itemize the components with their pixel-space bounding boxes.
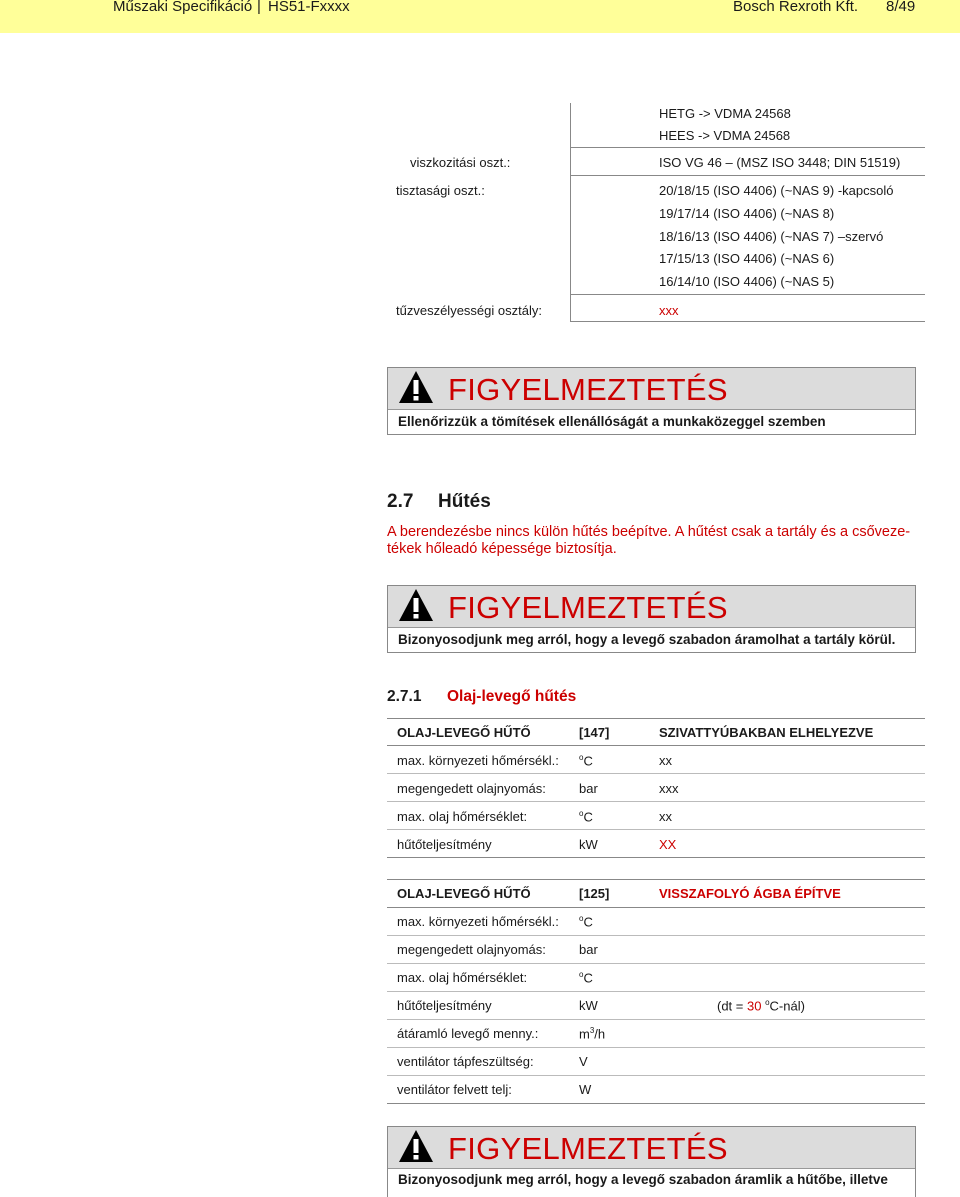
row-label: max. olaj hőmérséklet: [397, 809, 528, 824]
subsection-number: 2.7.1 [387, 688, 422, 705]
row-label: megengedett olajnyomás: [397, 781, 546, 796]
spec-divider [570, 147, 925, 148]
row-label: átáramló levegő menny.: [397, 1026, 539, 1041]
table-rule [387, 935, 925, 936]
table-rule [387, 773, 925, 774]
warning-message: Bizonyosodjunk meg arról, hogy a levegő szabadon áramlik a hűtőbe, illetve [398, 1172, 888, 1187]
row-unit: bar [579, 781, 598, 796]
row-unit: $^o$C [579, 970, 593, 986]
row-value: xxx [659, 781, 679, 796]
delta-t-note: (dt = 30 $^o$C-nál) [717, 998, 805, 1014]
spec-value: HEES -> VDMA 24568 [659, 128, 791, 143]
row-unit: bar [579, 942, 598, 957]
table-rule [387, 907, 925, 908]
row-value: xx [659, 753, 672, 768]
row-unit: kW [579, 998, 598, 1013]
row-unit: V [579, 1054, 588, 1069]
table-rule [387, 1019, 925, 1020]
paragraph-line: tékek hőleadó képessége biztosítja. [387, 541, 617, 557]
page-number: 8/49 [886, 0, 916, 15]
page-header [0, 0, 960, 33]
cleanliness-value: 17/15/13 (ISO 4406) (~NAS 6) [659, 251, 835, 266]
warning-triangle-icon [398, 588, 434, 622]
row-value: xx [659, 809, 672, 824]
row-label: megengedett olajnyomás: [397, 942, 546, 957]
row-label: hűtőteljesítmény [397, 998, 492, 1013]
row-label: ventilátor felvett telj: [397, 1082, 512, 1097]
cooler-name: OLAJ-LEVEGŐ HŰTŐ [397, 725, 531, 740]
viscosity-value: ISO VG 46 – (MSZ ISO 3448; DIN 51519) [659, 155, 901, 170]
cooler-code: [125] [579, 886, 610, 901]
table-rule [387, 857, 925, 858]
cooler-placement: SZIVATTYÚBAKBAN ELHELYEZVE [659, 725, 874, 740]
row-label: hűtőteljesítmény [397, 837, 492, 852]
warning-box [387, 585, 916, 653]
warning-triangle-icon [398, 1129, 434, 1163]
warning-box [387, 1126, 916, 1197]
row-unit: kW [579, 837, 598, 852]
warning-title: FIGYELMEZTETÉS [448, 1131, 728, 1166]
table-rule [387, 1075, 925, 1076]
fire-class-label: tűzveszélyességi osztály: [396, 303, 542, 318]
row-unit: W [579, 1082, 592, 1097]
row-label: max. környezeti hőmérsékl.: [397, 753, 559, 768]
viscosity-label: viszkozitási oszt.: [410, 155, 511, 170]
warning-title: FIGYELMEZTETÉS [448, 372, 728, 407]
spec-divider [570, 175, 925, 176]
table-rule [387, 1103, 925, 1104]
section-paragraph [387, 524, 927, 558]
warning-message: Bizonyosodjunk meg arról, hogy a levegő szabadon áramolhat a tartály körül. [398, 632, 896, 647]
cleanliness-label: tisztasági oszt.: [396, 183, 485, 198]
cleanliness-value: 19/17/14 (ISO 4406) (~NAS 8) [659, 206, 835, 221]
table-rule [387, 879, 925, 880]
cleanliness-value: 16/14/10 (ISO 4406) (~NAS 5) [659, 274, 835, 289]
section-title: Hűtés [438, 491, 491, 512]
row-label: max. olaj hőmérséklet: [397, 970, 528, 985]
cooler-placement: VISSZAFOLYÓ ÁGBA ÉPÍTVE [659, 886, 841, 901]
fire-class-value: xxx [659, 303, 679, 318]
spec-column-divider [570, 103, 571, 321]
cleanliness-value: 18/16/13 (ISO 4406) (~NAS 7) –szervó [659, 229, 884, 244]
table-rule [387, 745, 925, 746]
header-separator: | [257, 0, 261, 15]
table-rule [387, 991, 925, 992]
spec-value: HETG -> VDMA 24568 [659, 106, 791, 121]
subsection-title: Olaj-levegő hűtés [447, 688, 577, 705]
warning-box [387, 367, 916, 435]
table-rule [387, 1047, 925, 1048]
doc-title: Műszaki Specifikáció [113, 0, 253, 15]
table-rule [387, 718, 925, 719]
company-name: Bosch Rexroth Kft. [733, 0, 859, 15]
warning-triangle-icon [398, 370, 434, 404]
row-unit: $^o$C [579, 753, 593, 769]
cooler-name: OLAJ-LEVEGŐ HŰTŐ [397, 886, 531, 901]
doc-code: HS51-Fxxxx [268, 0, 350, 15]
row-unit: $m^3/h$ [579, 1026, 606, 1042]
warning-message: Ellenőrizzük a tömítések ellenállóságát a munkaközeggel szemben [398, 414, 826, 429]
table-rule [387, 829, 925, 830]
row-label: ventilátor tápfeszültség: [397, 1054, 534, 1069]
cleanliness-value: 20/18/15 (ISO 4406) (~NAS 9) -kapcsoló [659, 183, 894, 198]
section-number: 2.7 [387, 491, 414, 512]
row-value: XX [659, 837, 677, 852]
paragraph-line: A berendezésbe nincs külön hűtés beépítve. A hűtést csak a tartály és a csőveze- [387, 524, 911, 540]
table-rule [387, 963, 925, 964]
spec-divider [570, 321, 925, 322]
table-rule [387, 801, 925, 802]
spec-divider [570, 294, 925, 295]
row-unit: $^o$C [579, 809, 593, 825]
warning-title: FIGYELMEZTETÉS [448, 590, 728, 625]
row-unit: $^o$C [579, 914, 593, 930]
cooler-code: [147] [579, 725, 610, 740]
row-label: max. környezeti hőmérsékl.: [397, 914, 559, 929]
